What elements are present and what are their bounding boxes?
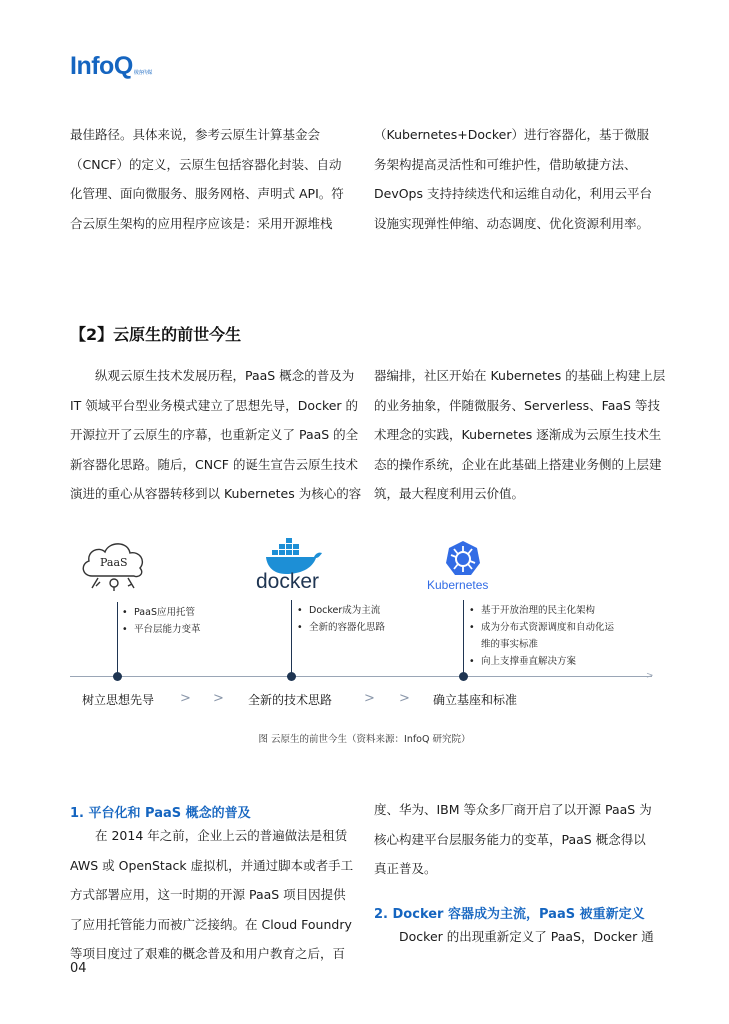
paas-label: PaaS bbox=[100, 556, 128, 569]
chevron-right-icon: > bbox=[364, 691, 375, 706]
stage2-label: 全新的技术思路 bbox=[248, 693, 333, 707]
text-line: 器编排，社区开始在 Kubernetes 的基础上构建上层 bbox=[374, 368, 666, 383]
bullet-item: • 基于开放治理的民主化架构 bbox=[467, 602, 614, 619]
kubernetes-label: Kubernetes bbox=[427, 578, 489, 592]
bullet-item: • 全新的容器化思路 bbox=[295, 619, 385, 636]
stage3-connector bbox=[463, 600, 464, 676]
intro-right-column bbox=[374, 120, 659, 238]
text-line: （CNCF）的定义，云原生包括容器化封装、自动 bbox=[70, 156, 342, 172]
timeline-arrow-icon: > bbox=[646, 671, 654, 681]
intro-left-column bbox=[70, 120, 355, 238]
stage1-bullets bbox=[120, 604, 201, 638]
text-line: 真正普及。 bbox=[374, 861, 437, 876]
text-line: 在 2014 年之前，企业上云的普遍做法是租赁 bbox=[95, 828, 348, 843]
figure-caption: 图 云原生的前世今生（资料来源：InfoQ 研究院） bbox=[258, 734, 471, 745]
text-line: 态的操作系统，企业在此基础上搭建业务侧的上层建 bbox=[374, 456, 662, 472]
sub1-left-column bbox=[70, 821, 355, 969]
timeline-dot bbox=[459, 672, 468, 681]
timeline-axis bbox=[70, 676, 652, 677]
bullet-item: • 平台层能力变革 bbox=[120, 621, 201, 638]
text-line: 化管理、面向微服务、服务网格、声明式 API。符 bbox=[70, 186, 344, 201]
stage3-bullets bbox=[467, 602, 614, 670]
text-line: 开源拉开了云原生的序幕，也重新定义了 PaaS 的全 bbox=[70, 427, 359, 442]
docker-label: docker bbox=[256, 570, 320, 593]
text-line: AWS 或 OpenStack 虚拟机，并通过脚本或者手工 bbox=[70, 857, 354, 873]
sub2-text bbox=[374, 922, 659, 952]
subsection1-heading: 1. 平台化和 PaaS 概念的普及 bbox=[70, 806, 251, 821]
stage3-label: 确立基座和标准 bbox=[433, 693, 518, 707]
infoq-logo: InfoQ极客传媒 bbox=[70, 52, 152, 80]
text-line: 度、华为、IBM 等众多厂商开启了以开源 PaaS 为 bbox=[374, 802, 652, 817]
text-line: 设施实现弹性伸缩、动态调度、优化资源利用率。 bbox=[374, 215, 650, 231]
chevron-right-icon: > bbox=[180, 691, 191, 706]
timeline-dot bbox=[113, 672, 122, 681]
page-number: 04 bbox=[70, 961, 87, 976]
section-heading: 【2】云原生的前世今生 bbox=[70, 325, 242, 344]
text-line: 了应用托管能力而被广泛接纳。在 Cloud Foundry bbox=[70, 916, 352, 932]
text-line: 纵观云原生技术发展历程，PaaS 概念的普及为 bbox=[95, 368, 355, 383]
text-line: IT 领域平台型业务模式建立了思想先导，Docker 的 bbox=[70, 397, 359, 413]
chevron-right-icon: > bbox=[399, 691, 410, 706]
text-line: 方式部署应用，这一时期的开源 PaaS 项目因提供 bbox=[70, 887, 346, 902]
text-line: （Kubernetes+Docker）进行容器化，基于微服 bbox=[374, 127, 650, 142]
text-line: 最佳路径。具体来说，参考云原生计算基金会 bbox=[70, 127, 321, 142]
text-line: DevOps 支持持续迭代和运维自动化，利用云平台 bbox=[374, 186, 652, 201]
sub1-right-column bbox=[374, 795, 659, 884]
text-line: Docker 的出现重新定义了 PaaS，Docker 通 bbox=[399, 929, 654, 944]
bullet-item: • 向上支撑垂直解决方案 bbox=[467, 653, 614, 670]
timeline-dot bbox=[287, 672, 296, 681]
bullet-continuation: 维的事实标准 bbox=[481, 639, 539, 650]
text-line: 等项目度过了艰难的概念普及和用户教育之后，百 bbox=[70, 946, 346, 961]
text-line: 新容器化思路。随后，CNCF 的诞生宣告云原生技术 bbox=[70, 456, 358, 472]
text-line: 核心构建平台层服务能力的变革，PaaS 概念得以 bbox=[374, 831, 646, 847]
bullet-item: • PaaS应用托管 bbox=[120, 604, 201, 621]
chevron-right-icon: > bbox=[213, 691, 224, 706]
text-line: 合云原生架构的应用程序应该是：采用开源堆栈 bbox=[70, 215, 333, 231]
stage1-label: 树立思想先导 bbox=[82, 693, 155, 707]
text-line: 筑，最大程度利用云价值。 bbox=[374, 486, 525, 501]
stage1-connector bbox=[117, 602, 118, 676]
stage2-bullets bbox=[295, 602, 385, 636]
text-line: 的业务抽象，伴随微服务、Serverless、FaaS 等技 bbox=[374, 397, 660, 413]
text-line: 务架构提高灵活性和可维护性，借助敏捷方法、 bbox=[374, 156, 637, 172]
timeline-figure bbox=[0, 520, 729, 720]
subsection2-heading: 2. Docker 容器成为主流，PaaS 被重新定义 bbox=[374, 907, 645, 922]
bullet-item: • Docker成为主流 bbox=[295, 602, 385, 619]
text-line: 术理念的实践，Kubernetes 逐渐成为云原生技术生 bbox=[374, 427, 662, 442]
bullet-item: • 成为分布式资源调度和自动化运 bbox=[467, 619, 614, 636]
text-line: 演进的重心从容器转移到以 Kubernetes 为核心的容 bbox=[70, 486, 362, 501]
stage2-connector bbox=[291, 600, 292, 676]
section2-right-column bbox=[374, 361, 666, 509]
section2-left-column bbox=[70, 361, 362, 509]
kubernetes-wheel-icon bbox=[444, 540, 482, 578]
